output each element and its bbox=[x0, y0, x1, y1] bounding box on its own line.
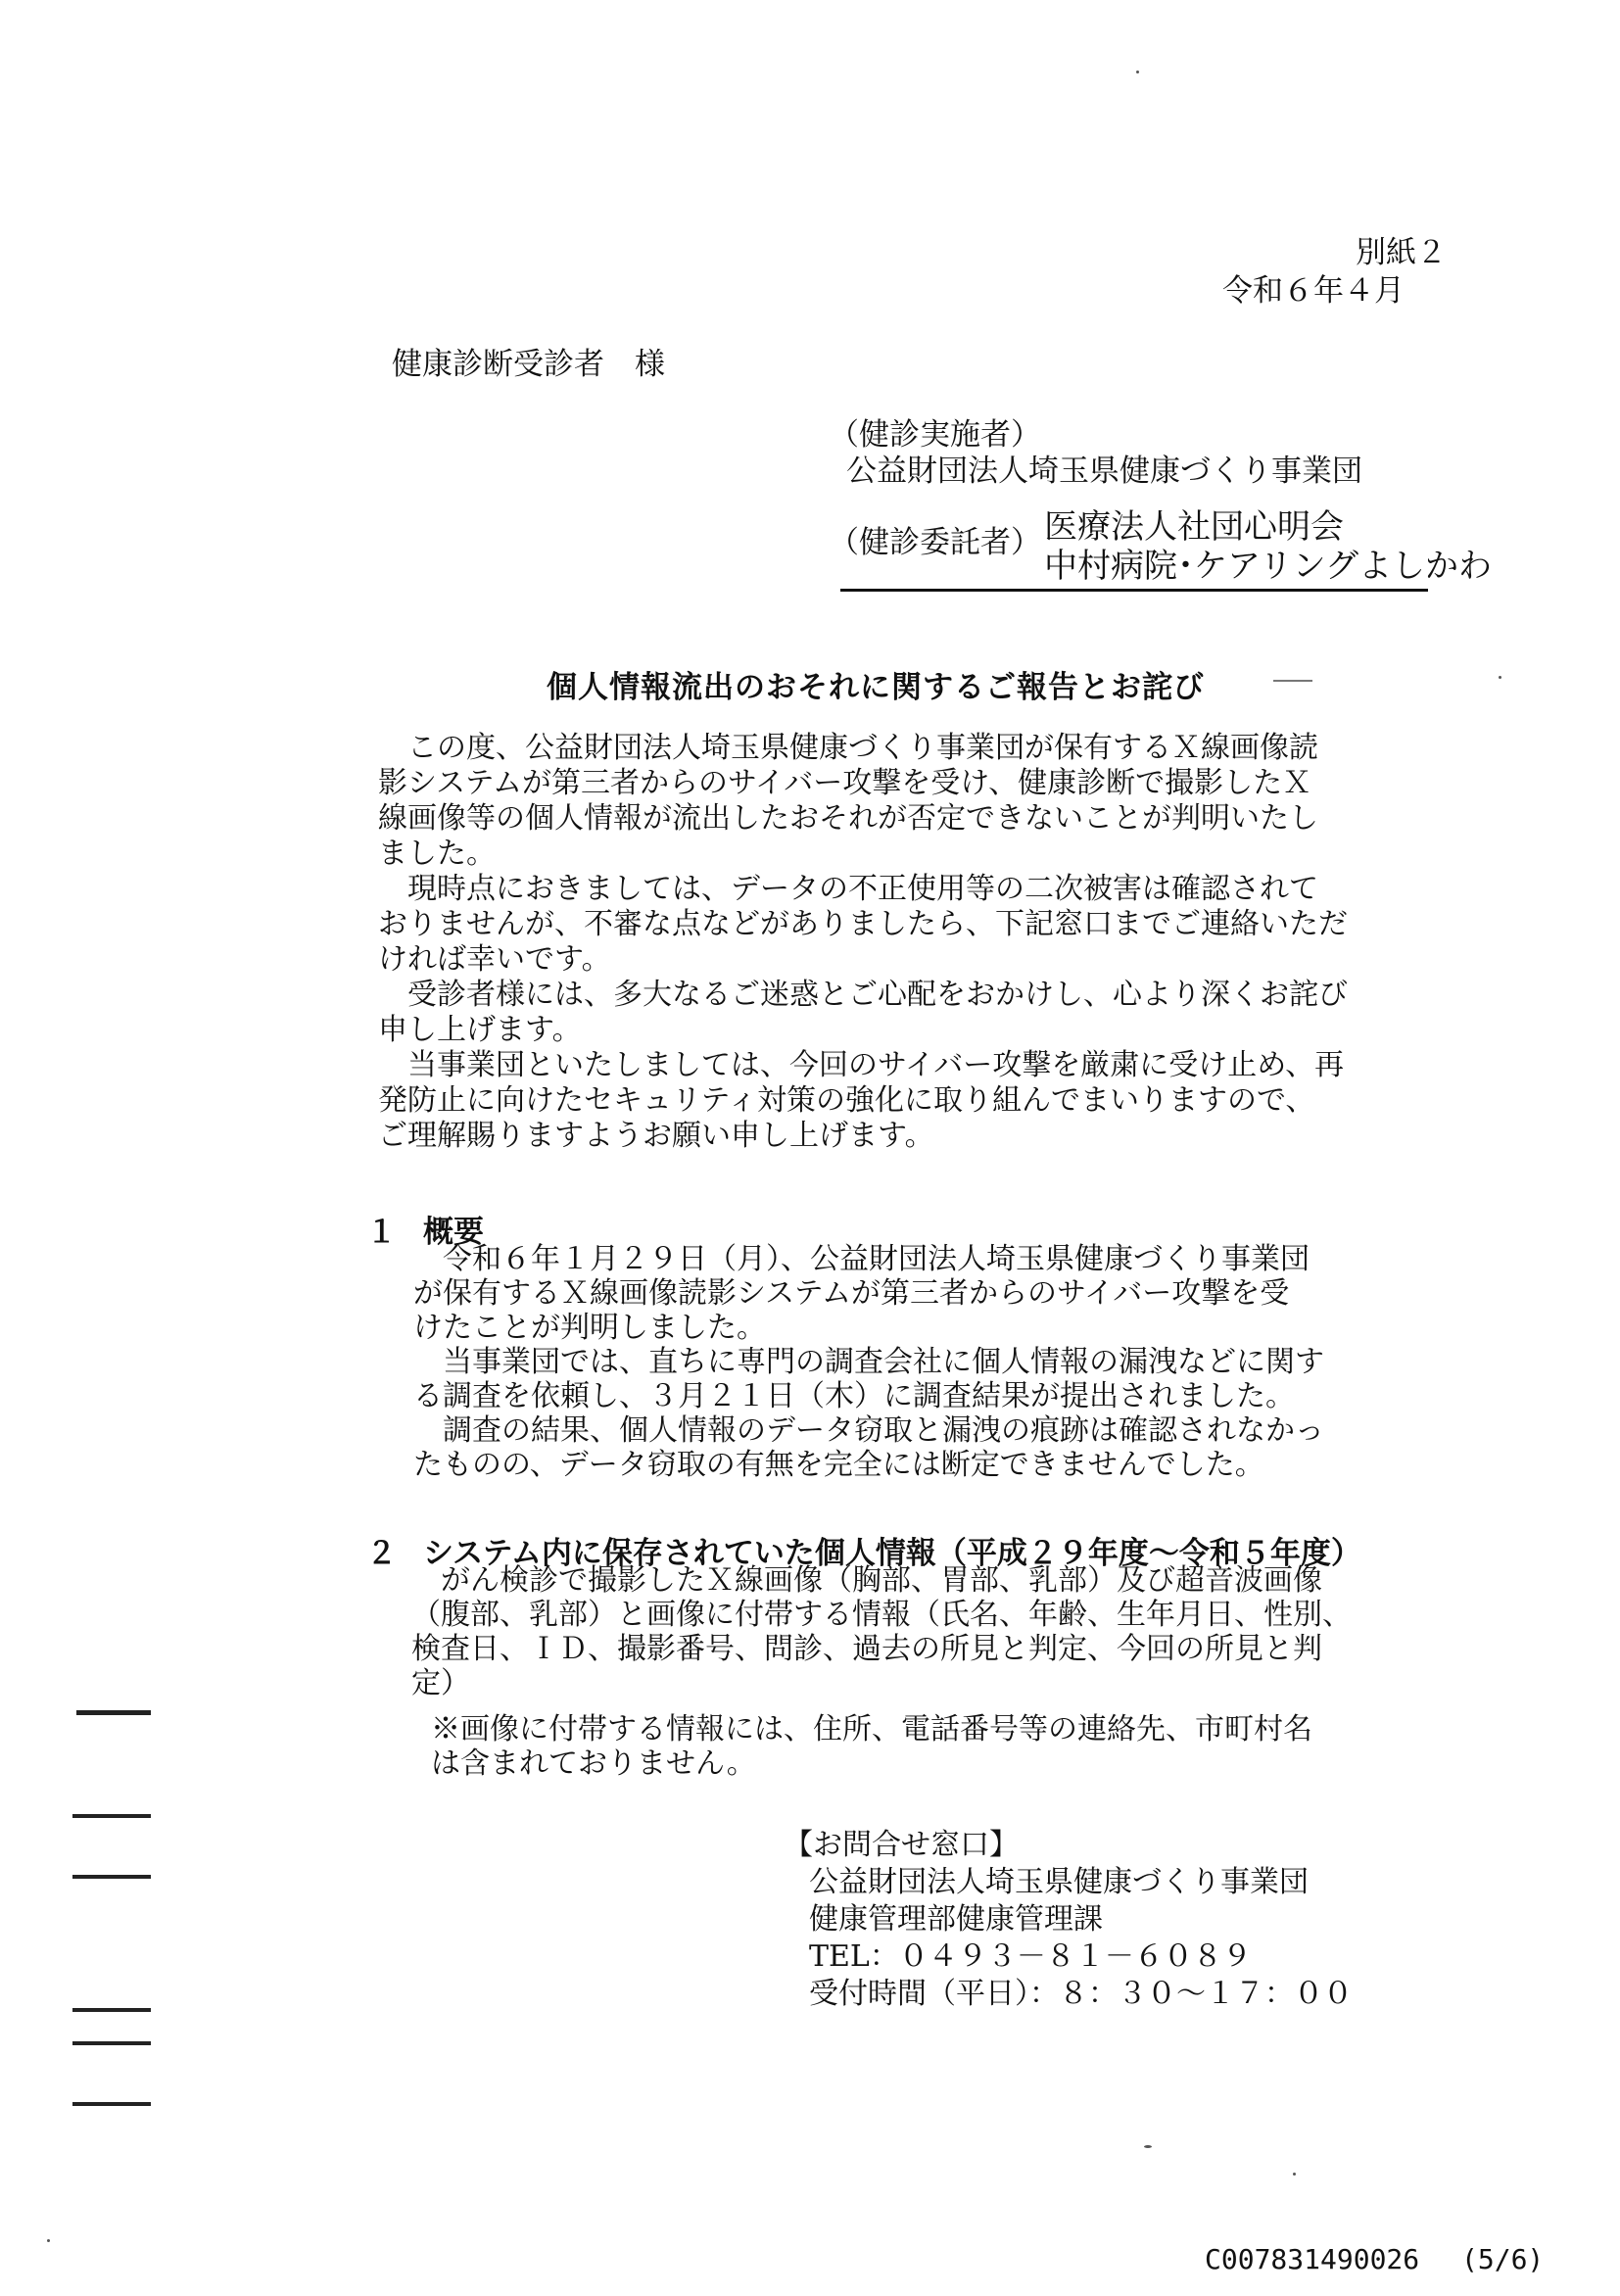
intro-p1-line: 線画像等の個人情報が流出したおそれが否定できないことが判明いたし bbox=[378, 801, 1318, 836]
margin-mark bbox=[72, 2041, 151, 2045]
margin-mark bbox=[72, 1814, 151, 1818]
contact-org: 公益財団法人埼玉県健康づくり事業団 bbox=[809, 1865, 1309, 1899]
section2-note-line: ※画像に付帯する情報には、住所、電話番号等の連絡先、市町村名 bbox=[431, 1712, 1312, 1746]
section1-line: たものの、データ窃取の有無を完全には断定できませんでした。 bbox=[413, 1448, 1264, 1482]
scan-speck bbox=[47, 2239, 50, 2242]
issuer-underline bbox=[840, 589, 1428, 592]
section1-line: 令和６年１月２９日（月）、公益財団法人埼玉県健康づくり事業団 bbox=[413, 1242, 1310, 1276]
margin-mark bbox=[72, 2102, 151, 2106]
contractor-name-line2: 中村病院･ケアリングよしかわ bbox=[1044, 547, 1492, 586]
section1-number: １ bbox=[366, 1215, 397, 1250]
intro-p1-line: ました。 bbox=[378, 837, 496, 871]
section2-note bbox=[431, 1712, 1312, 1781]
scan-speck bbox=[1293, 2173, 1296, 2176]
addressee: 健康診断受診者 様 bbox=[392, 347, 665, 382]
implementer-name: 公益財団法人埼玉県健康づくり事業団 bbox=[846, 454, 1362, 489]
section2-line: 検査日、ＩＤ、撮影番号、問診、過去の所見と判定、今回の所見と判 bbox=[411, 1632, 1322, 1666]
section1-body bbox=[413, 1242, 1324, 1482]
attachment-label: 別紙２ bbox=[1356, 235, 1447, 270]
intro-text bbox=[378, 731, 1465, 1154]
section1-line: 調査の結果、個人情報のデータ窃取と漏洩の痕跡は確認されなかっ bbox=[413, 1413, 1324, 1448]
section2-body bbox=[411, 1563, 1352, 1700]
title-trailing-dash bbox=[1273, 680, 1312, 682]
intro-p4-line: 発防止に向けたセキュリティ対策の強化に取り組んでまいりますので、 bbox=[378, 1083, 1315, 1118]
document-date: 令和６年４月 bbox=[1222, 273, 1405, 309]
contact-dept: 健康管理部健康管理課 bbox=[809, 1902, 1103, 1937]
scan-speck bbox=[1144, 2145, 1152, 2148]
scan-speck bbox=[1499, 676, 1501, 679]
contact-hours: 受付時間（平日）：８：３０～１７：００ bbox=[809, 1977, 1353, 2011]
document-id: C007831490026 bbox=[1205, 2243, 1420, 2275]
intro-p2-line: 現時点におきましては、データの不正使用等の二次被害は確認されて bbox=[378, 872, 1318, 906]
intro-p3-line: 申し上げます。 bbox=[378, 1013, 582, 1047]
section1-line: る調査を依頼し、３月２１日（木）に調査結果が提出されました。 bbox=[413, 1379, 1295, 1413]
contractor-role: （健診委託者） bbox=[829, 525, 1041, 560]
section2-number: ２ bbox=[366, 1536, 397, 1571]
margin-mark bbox=[76, 1710, 151, 1715]
section2-heading: システム内に保存されていた個人情報（平成２９年度～令和５年度） bbox=[423, 1536, 1361, 1571]
section1-line: 当事業団では、直ちに専門の調査会社に個人情報の漏洩などに関す bbox=[413, 1345, 1324, 1379]
contractor-name-line1: 医療法人社団心明会 bbox=[1044, 507, 1344, 547]
implementer-role: （健診実施者） bbox=[829, 417, 1041, 453]
intro-p3-line: 受診者様には、多大なるご迷惑とご心配をおかけし、心より深くお詫び bbox=[378, 978, 1348, 1012]
intro-p2-line: おりませんが、不審な点などがありましたら、下記窓口までご連絡いただ bbox=[378, 907, 1348, 941]
intro-p4-line: 当事業団といたしましては、今回のサイバー攻撃を厳粛に受け止め、再 bbox=[378, 1048, 1345, 1082]
intro-p1-line: 影システムが第三者からのサイバー攻撃を受け、健康診断で撮影したＸ bbox=[378, 766, 1312, 800]
section2-line: がん検診で撮影したＸ線画像（胸部、胃部、乳部）及び超音波画像 bbox=[411, 1563, 1322, 1598]
page-title: 個人情報流出のおそれに関するご報告とお詫び bbox=[547, 670, 1205, 705]
page-number: (5/6) bbox=[1461, 2243, 1545, 2275]
section2-line: （腹部、乳部）と画像に付帯する情報（氏名、年齢、生年月日、性別、 bbox=[411, 1598, 1352, 1632]
intro-p2-line: ければ幸いです。 bbox=[378, 942, 611, 977]
contact-tel: TEL：０４９３－８１－６０８９ bbox=[809, 1939, 1252, 1974]
section2-line: 定） bbox=[411, 1666, 470, 1700]
contact-heading: 【お問合せ窓口】 bbox=[784, 1828, 1019, 1862]
section2-note-line: は含まれておりません。 bbox=[431, 1746, 756, 1781]
scan-speck bbox=[1136, 71, 1139, 73]
section1-line: けたことが判明しました。 bbox=[413, 1311, 766, 1345]
margin-mark bbox=[72, 2008, 151, 2012]
section1-heading: 概要 bbox=[423, 1215, 484, 1250]
intro-p4-line: ご理解賜りますようお願い申し上げます。 bbox=[378, 1119, 934, 1153]
margin-mark bbox=[72, 1875, 151, 1879]
section1-line: が保有するＸ線画像読影システムが第三者からのサイバー攻撃を受 bbox=[413, 1276, 1290, 1311]
intro-p1-line: この度、公益財団法人埼玉県健康づくり事業団が保有するＸ線画像読 bbox=[378, 731, 1318, 765]
